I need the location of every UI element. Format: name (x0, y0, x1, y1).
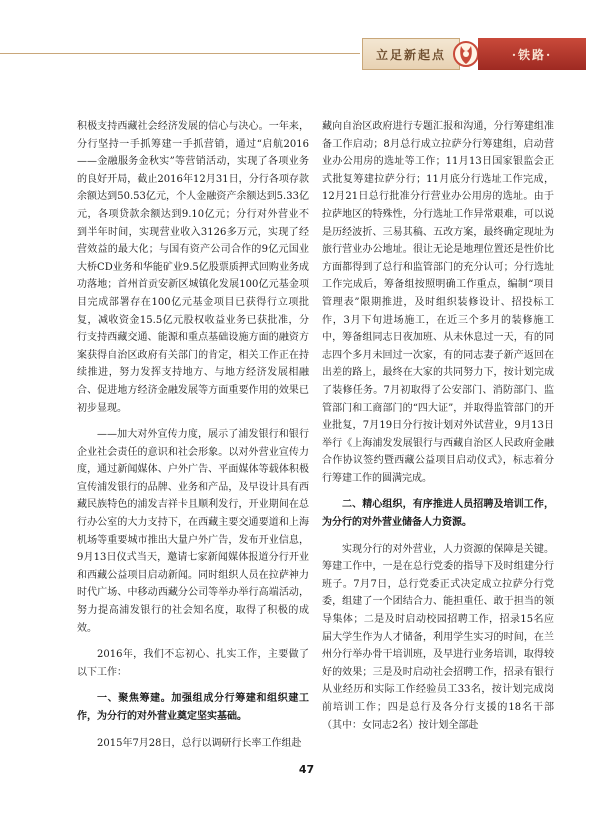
header-left-label: 立足新起点 (375, 47, 446, 62)
section-heading: 二、精心组织，有序推进人员招聘及培训工作，为分行的对外营业储备人力资源。 (322, 499, 554, 529)
paragraph: ——加大对外宣传力度，展示了浦发银行和银行企业社会责任的意识和社会形象。以对外营业宣传力度，通过新闻媒体、户外广告、平面媒体等载体积极宣传浦发银行的品牌、业务和产品，及早设计具有西藏民族特色的浦发吉祥卡且顺利发行，开业期间在总行办公室的大力支持下，在西藏主要交通要道和上海机场等重要城市推出大量户外广告，发布开业信息，9月13日仪式当天，邀请七家新闻媒体报道分行开业和西藏公益项目启动新闻。同时组织人员在拉萨神力时代广场、中移动西藏分公司等举办举行高端活动，努力提高浦发银行的社会知名度，取得了积极的成效。 (77, 429, 309, 634)
paragraph: 实现分行的对外营业，人力资源的保障是关键。筹建工作中，一是在总行党委的指导下及时组建分行班子。7月7日，总行党委正式决定成立拉萨分行党委，组建了一个团结合力、能担重任、敢于担当的领导集体；二是及时启动校园招聘工作，招录15名应届大学生作为人才储备，利用学生实习的时间，在兰州分行举办骨干培训班，及早进行业务培训，取得较好的效果；三是及时启动社会招聘工作，招录有银行从业经历和实际工作经验员工33名，按计划完成岗前培训工作；四是总行及各分行支援的18名干部（其中：女同志2名）按计划全部赴 (322, 543, 554, 731)
paragraph: 积极支持西藏社会经济发展的信心与决心。一年来，分行坚持一手抓筹建一手抓营销，通过“启航2016——金融服务金秋实”等营销活动，实现了各项业务的良好开局，截止2016年12月31日，分行各项存款余额达到50.53亿元，个人金融资产余额达到5.33亿元，各项贷款余额达到9.10亿元；分行对外营业不到半年时间，实现营业收入3126多万元，实现了经营效益的最大化；与国有资产公司合作的9亿元国业大桥CD业务和华能矿业9.5亿股票质押式回购业务成功落地；首州首贡安新区城镇化发展100亿元基金项目完成部署存在100亿元基金项目已获得行立项批复，减收资金15.5亿元股权收益业务已获批准，分行支持西藏交通、能源和重点基础设施方面的融资方案获得自治区政府有关部门的肯定，相关工作正在持续推进，努力发挥支持地方、与地方经济发展相融合、促进地方经济金融发展等方面重要作用的效果已初步显现。 (77, 121, 309, 414)
left-column (77, 118, 309, 752)
header-banner (0, 38, 613, 70)
section-heading: 一、聚焦筹建。加强组成分行筹建和组织建工作，为分行的对外营业奠定坚实基础。 (77, 693, 309, 722)
header-rule (0, 53, 360, 54)
header-left-tab (362, 38, 460, 70)
paragraph: 2015年7月28日，总行以调研行长率工作组赴 (97, 737, 302, 749)
header-right-label: ·铁路· (511, 47, 553, 62)
paragraph: 2016年，我们不忘初心、扎实工作，主要做了以下工作： (77, 649, 309, 678)
header-right-tab (478, 38, 586, 70)
seal-emblem-icon (452, 34, 480, 74)
page-number: 47 (298, 763, 315, 776)
paragraph: 藏向自治区政府进行专题汇报和沟通，分行筹建组准备工作启动；8月总行成立拉萨分行筹建组，启动营业办公用房的选址等工作；11月13日国家银监会正式批复筹建拉萨分行；11月底分行选址工作完成，12月21日总行批准分行营业办公用房的选址。由于拉萨地区的特殊性，分行选址工作异常艰难，可以说是历经波折、三易其稿、五改方案，最终确定现址为旅行营业办公地址。很让无论是地理位置还是性价比方面都得到了总行和监管部门的充分认可；分行选址工作完成后，筹备组按照明确工作重点，编制“项目管理表”限期推进，及时组织装修设计、招投标工作，3月下旬进场施工，在近三个多月的装修施工中，筹备组同志日夜加班、从未休息过一天，有的同志四个多月未回过一次家，有的同志妻子新产返回在出差的路上，最终在大家的共同努力下，按计划完成了装修任务。7月初取得了公安部门、消防部门、监管部门和工商部门的“四大证”，并取得监管部门的开业批复，7月19日分行按计划对外试营业，9月13日举行《上海浦发发展银行与西藏自治区人民政府金融合作协议签约暨西藏公益项目启动仪式》，标志着分行筹建工作的圆满完成。 (322, 121, 554, 484)
right-column (322, 118, 554, 734)
